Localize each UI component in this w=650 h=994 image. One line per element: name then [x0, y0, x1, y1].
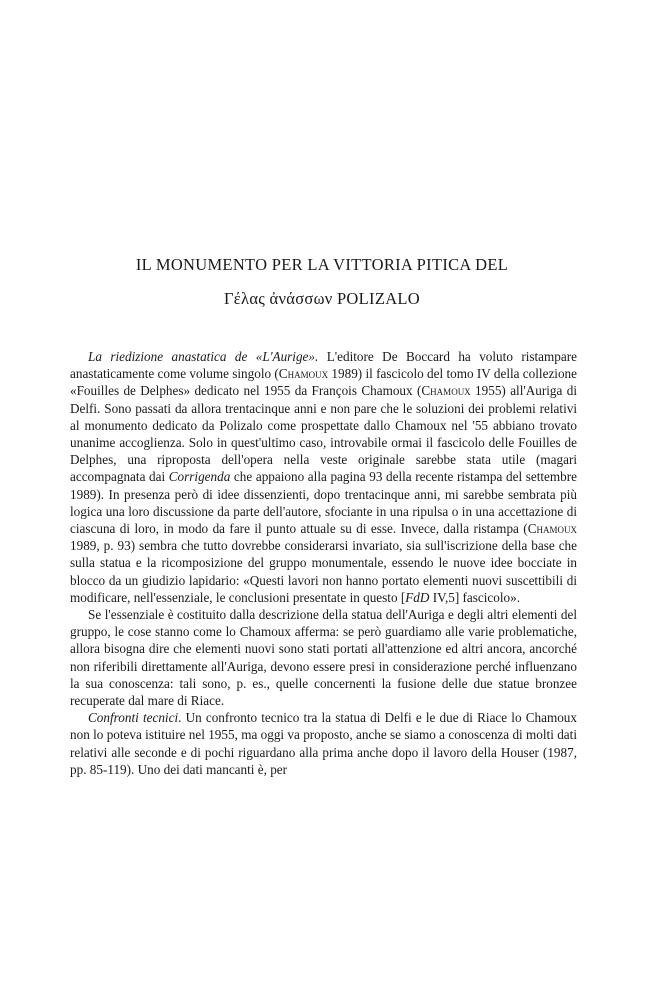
article-title: [0, 253, 650, 311]
paragraph-2: Se l'essenziale è costituito dalla descrizione della statua dell'Auriga e degli altri elementi del gruppo, le cose stanno come lo Chamoux afferma: se però guardiamo alle varie problematiche, allora bisogna dire che elementi nuovi sono stati portati all'attenzione ed altri ancora, ancorché non riferibili direttamente all'Auriga, devono essere presi in considerazione perché influenzano la sua conoscenza: tali sono, p. es., quelle concernenti la fusione delle due statue bronzee recuperate dal mare di Riace.: [70, 607, 577, 709]
citation-author: Chamoux: [527, 521, 577, 537]
title-name: POLIZALO: [336, 289, 421, 308]
citation-author: Chamoux: [278, 366, 329, 382]
paragraph-1: La riedizione anastatica de «L'Aurige». L'editore De Boccard ha voluto ristampare anastaticamente come volume singolo (Chamoux 1989) il fascicolo del tomo IV della collezione «Fouilles de Delphes» dedicato nel 1955 da François Chamoux (Chamoux 1955) all'Auriga di Delfi. Sono passati da allora trentacinque anni e non pare che le soluzioni dei problemi relativi al monumento dedicato da Polizalo come prospettate dallo Chamoux nel '55 abbiano trovato unanime accoglienza. Solo in quest'ultimo caso, introvabile ormai il fascicolo delle Fouilles de Delphes, una riproposta dell'opera nella veste originale sarebbe stata utile (magari accompagnata dai Corrigenda che appaiono alla pagina 93 della recente ristampa del settembre 1989). In presenza però di idee dissenzienti, dopo trentacinque anni, mi sarebbe sembrata più logica una loro discussione da parte dell'autore, sfociante in una ripulsa o in una accettazione di ciascuna di loro, in modo da fare il punto attuale su di esse. Invece, dalla ristampa (Chamoux 1989, p. 93) sembra che tutto dovrebbe considerarsi invariato, sia sull'iscrizione della base che sulla statua e la ricomposizione del gruppo monumentale, essendo le nuove idee bocciate in blocco da un giudizio lapidario: «Questi lavori non hanno portato elementi nuovi suscettibili di modificare, nell'essenziale, le conclusioni presentate in questo [FdD IV,5] fascicolo».: [70, 349, 578, 605]
title-greek: Γέλας ἀνάσσων: [223, 289, 333, 308]
section-lead: La riedizione anastatica de «L'Aurige».: [88, 349, 319, 364]
title-line-1: IL MONUMENTO PER LA VITTORIA PITICA DEL: [135, 255, 509, 274]
article-body: [70, 348, 577, 778]
paragraph-3: Confronti tecnici. Un confronto tecnico tra la statua di Delfi e le due di Riace lo Chamoux non lo poteva istituire nel 1955, ma oggi va proposto, anche se siamo a conoscenza di molti dati relativi alle seconde e di pochi riguardano alla prima anche dopo il lavoro della Houser (1987, pp. 85-119). Uno dei dati mancanti è, per: [70, 710, 577, 777]
title-line-2: [0, 287, 650, 311]
citation-author: Chamoux: [421, 383, 471, 399]
section-lead: Confronti tecnici: [88, 710, 179, 726]
